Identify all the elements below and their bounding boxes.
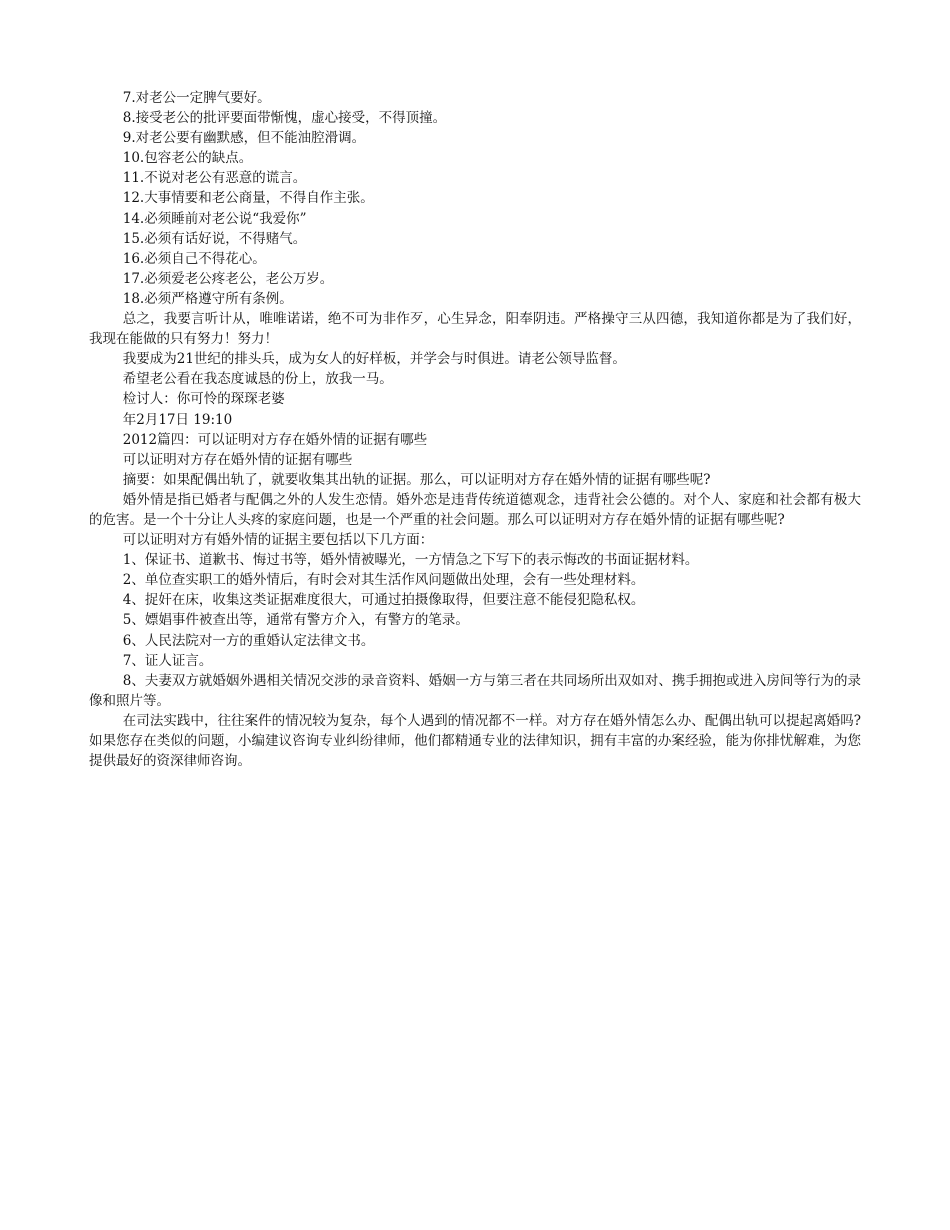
evidence-item-2: 2、单位查实职工的婚外情后，有时会对其生活作风问题做出处理，会有一些处理材料。 xyxy=(122,572,645,589)
evidence-item-7: 7、证人证言。 xyxy=(122,652,213,669)
definition-paragraph: 婚外情是指已婚者与配偶之外的人发生恋情。婚外恋是违背传统道德观念，违背社会公德的。对个人、家庭和社会都有极大的危害。是一个十分让人头疼的家庭问题，也是一个严重的社会问题。那么可以证明对方存在婚外情的证据有哪些呢? xyxy=(89,491,861,528)
rule-item-8: 8.接受老公的批评要面带惭愧，虚心接受，不得顶撞。 xyxy=(122,110,447,127)
rule-item-17: 17.必须爱老公疼老公，老公万岁。 xyxy=(122,270,334,287)
pledge-paragraph: 我要成为21世纪的排头兵，成为女人的好样板，并学会与时俱进。请老公领导监督。 xyxy=(122,351,626,368)
evidence-item-6: 6、人民法院对一方的重婚认定法律文书。 xyxy=(122,632,375,649)
summary-paragraph: 总之，我要言听计从，唯唯诺诺，绝不可为非作歹，心生异念，阳奉阴违。严格操守三从四德，我知道你都是为了我们好，我现在能做的只有努力！努力！ xyxy=(89,311,861,348)
rule-item-11: 11.不说对老公有恶意的谎言。 xyxy=(122,170,307,187)
section-heading: 2012篇四：可以证明对方存在婚外情的证据有哪些 xyxy=(122,431,428,448)
rule-item-16: 16.必须自己不得花心。 xyxy=(122,250,266,267)
abstract-paragraph: 摘要：如果配偶出轨了，就要收集其出轨的证据。那么，可以证明对方存在婚外情的证据有哪些呢? xyxy=(122,471,711,488)
evidence-item-5: 5、嫖娼事件被查出等，通常有警方介入，有警方的笔录。 xyxy=(122,612,469,629)
rule-item-15: 15.必须有话好说，不得赌气。 xyxy=(122,230,307,247)
signature-line: 检讨人：你可怜的琛琛老婆 xyxy=(122,391,285,408)
article-title: 可以证明对方存在婚外情的证据有哪些 xyxy=(122,451,353,468)
rule-item-14: 14.必须睡前对老公说“我爱你” xyxy=(122,210,307,227)
rule-item-18: 18.必须严格遵守所有条例。 xyxy=(122,290,293,307)
date-line: 年2月17日 19:10 xyxy=(122,411,233,428)
rule-item-9: 9.对老公要有幽默感，但不能油腔滑调。 xyxy=(122,130,366,147)
closing-paragraph: 在司法实践中，往往案件的情况较为复杂，每个人遇到的情况都不一样。对方存在婚外情怎么办、配偶出轨可以提起离婚吗?如果您存在类似的问题，小编建议咨询专业纠纷律师，他们都精通专业的法律知识，拥有丰富的办案经验，能为你排忧解难，为您提供最好的资深律师咨询。 xyxy=(89,712,861,770)
evidence-item-1: 1、保证书、道歉书、悔过书等，婚外情被曝光，一方情急之下写下的表示悔改的书面证据材料。 xyxy=(122,552,699,569)
document-page xyxy=(89,88,861,771)
evidence-item-8: 8、夫妻双方就婚姻外遇相关情况交涉的录音资料、婚姻一方与第三者在共同场所出双如对、携手拥抱或进入房间等行为的录像和照片等。 xyxy=(89,672,861,709)
rule-item-7: 7.对老公一定脾气要好。 xyxy=(122,90,271,106)
rule-item-10: 10.包容老公的缺点。 xyxy=(122,150,253,167)
plea-paragraph: 希望老公看在我态度诚恳的份上，放我一马。 xyxy=(122,371,393,388)
evidence-item-4: 4、捉奸在床，收集这类证据难度很大，可通过拍摄像取得，但要注意不能侵犯隐私权。 xyxy=(122,592,645,609)
evidence-intro: 可以证明对方有婚外情的证据主要包括以下几方面： xyxy=(122,532,434,549)
rule-item-12: 12.大事情要和老公商量，不得自作主张。 xyxy=(122,190,374,207)
